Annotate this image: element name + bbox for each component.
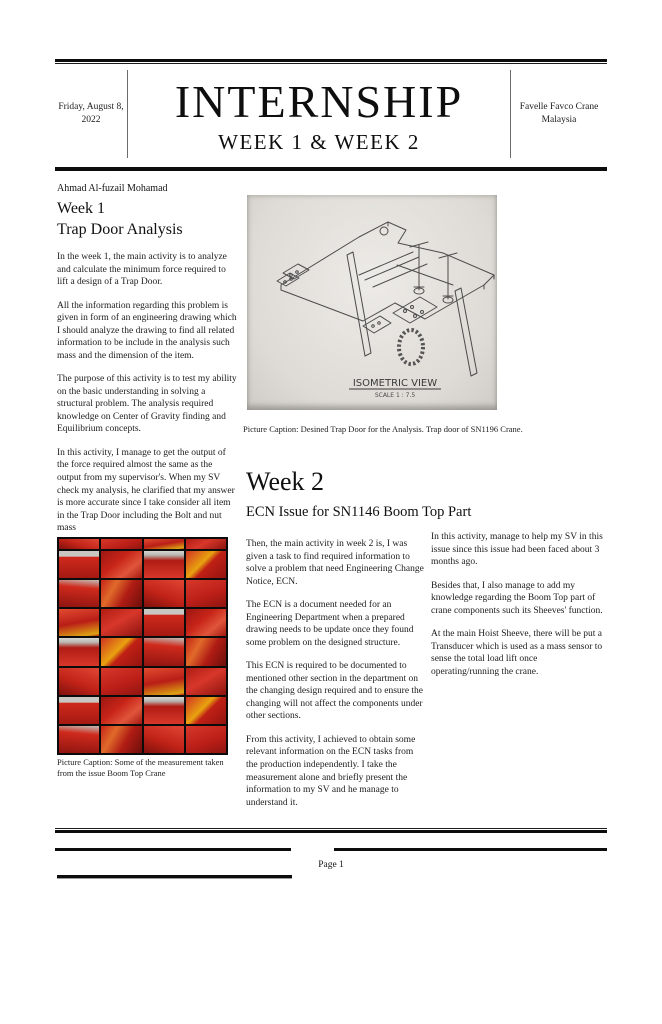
collage-photo: [59, 668, 99, 695]
collage-photo: [144, 539, 184, 549]
newsletter-title: INTERNSHIP: [174, 76, 464, 127]
collage-photo: [101, 539, 141, 549]
footer-rule-mid-right: [334, 848, 607, 851]
brace-left: [347, 252, 371, 356]
top-rule-thin: [55, 63, 607, 64]
bracket-left: [277, 264, 309, 286]
collage-photo: [186, 638, 226, 665]
collage-photo: [59, 580, 99, 607]
footer-rule-bottom: [57, 875, 292, 879]
chain-loop: [399, 330, 423, 364]
collage-photo: [186, 551, 226, 578]
paragraph: At the main Hoist Sheeve, there will be put a Transducer which is used as a mass sensor to sense the total load lift once operating/running the crane.: [431, 629, 603, 677]
collage-caption: Picture Caption: Some of the measurement taken from the issue Boom Top Crane: [57, 757, 224, 779]
week2-heading: Week 2: [246, 467, 325, 496]
week2-column-2: [431, 531, 607, 689]
slot-rails: [359, 252, 427, 287]
paragraph: In this activity, manage to help my SV in this issue since this issue had been faced about 3 months ago.: [431, 532, 603, 568]
week1-section: [57, 200, 239, 546]
brace-right: [455, 288, 477, 376]
trap-door-drawing: [247, 195, 497, 410]
footer-rule-top-thick: [55, 830, 607, 833]
collage-photo: [144, 638, 184, 665]
page-number: Page 1: [318, 860, 344, 870]
issue-date: Friday, August 8, 2022: [55, 70, 128, 158]
footer-rule-bottom-shadow: [57, 878, 292, 879]
collage-photo: [144, 726, 184, 753]
collage-photo: [144, 580, 184, 607]
week1-heading: Week 1: [57, 200, 106, 217]
paragraph: This ECN is required to be documented to mentioned other section in the department on the changing design required and to ensure the changing will not affect the components under other sections.: [246, 661, 424, 722]
newsletter-subtitle: WEEK 1 & WEEK 2: [218, 130, 420, 155]
collage-photo: [59, 539, 99, 549]
collage-photo: [101, 726, 141, 753]
collage-photo: [186, 609, 226, 636]
masthead-center: [128, 70, 510, 158]
week2-subheading: ECN Issue for SN1146 Boom Top Part: [246, 504, 472, 520]
collage-photo: [59, 609, 99, 636]
header-rule: [55, 167, 607, 171]
boom-top-photo-collage: [57, 537, 228, 755]
paragraph: In the week 1, the main activity is to analyze and calculate the minimum force required to lift a design of a Trap Door.: [57, 252, 227, 288]
collage-photo: [186, 539, 226, 549]
drawing-scale: SCALE 1 : 7.5: [374, 392, 416, 399]
week2-column-1: [246, 538, 426, 820]
footer-rule-mid-left: [55, 848, 291, 851]
week1-subheading: Trap Door Analysis: [57, 221, 183, 238]
connecting-bar: [397, 265, 453, 285]
paragraph: From this activity, I achieved to obtain some relevant information on the ECN tasks from the production independently. I take the measurement alone and briefly present the information to my SV and he manage to understand it.: [246, 734, 416, 808]
paragraph: In this activity, I manage to get the output of the force required almost the same as the output from my supervisor's. When my SV check my analysis, he clarified that my answer is more accurate since I take consider all item in the Trap Door including the Bolt and nut mass: [57, 447, 235, 534]
collage-photo: [101, 697, 141, 724]
collage-photo: [186, 580, 226, 607]
drawing-label: ISOMETRIC VIEW: [352, 378, 438, 389]
bracket-center: [393, 297, 437, 323]
collage-photo: [144, 697, 184, 724]
collage-photo: [101, 668, 141, 695]
collage-photo: [59, 551, 99, 578]
footer-rule-top: [55, 828, 607, 833]
organization-name: Favelle Favco Crane Malaysia: [510, 70, 607, 158]
collage-photo: [59, 726, 99, 753]
collage-photo: [186, 668, 226, 695]
drawing-caption: Picture Caption: Desined Trap Door for the Analysis. Trap door of SN1196 Crane.: [243, 424, 523, 434]
rod-2: [439, 253, 457, 299]
paragraph: The purpose of this activity is to test my ability on the basic understanding in solving a structural problem. The analysis required knowledge on Center of Gravity finding and Equilibrium concepts.: [57, 374, 237, 435]
collage-photo: [101, 638, 141, 665]
collage-photo: [59, 697, 99, 724]
paragraph: Then, the main activity in week 2 is, I was given a task to find required information to solve a problem that need Engineering Change Notice, ECN.: [246, 539, 424, 587]
collage-photo: [101, 580, 141, 607]
paragraph: The ECN is a document needed for an Engineering Department when a prepared drawing needs to be update once they found some problem on the designed structure.: [246, 600, 414, 648]
paragraph: Besides that, I also manage to add my knowledge regarding the Boom Top part of crane components such its Sheeves' function.: [431, 580, 603, 616]
plate-outline: [281, 222, 494, 321]
collage-photo: [101, 609, 141, 636]
trap-door-drawing-image: [247, 195, 497, 410]
week2-heading-block: [246, 467, 606, 521]
collage-photo: [144, 551, 184, 578]
hole-detail: [380, 227, 388, 235]
byline: Ahmad Al-fuzail Mohamad: [57, 183, 168, 194]
collage-photo: [101, 551, 141, 578]
top-rule: [55, 59, 607, 64]
masthead-header: [55, 70, 607, 158]
week1-body: [57, 251, 239, 535]
paragraph: All the information regarding this problem is given in form of an engineering drawing which I should analyze the drawing to find all related information to be include in the analysis such mass and the dimension of the item.: [57, 300, 237, 361]
collage-photo: [186, 697, 226, 724]
collage-photo: [186, 726, 226, 753]
collage-photo: [144, 668, 184, 695]
collage-photo: [144, 609, 184, 636]
collage-photo: [59, 638, 99, 665]
